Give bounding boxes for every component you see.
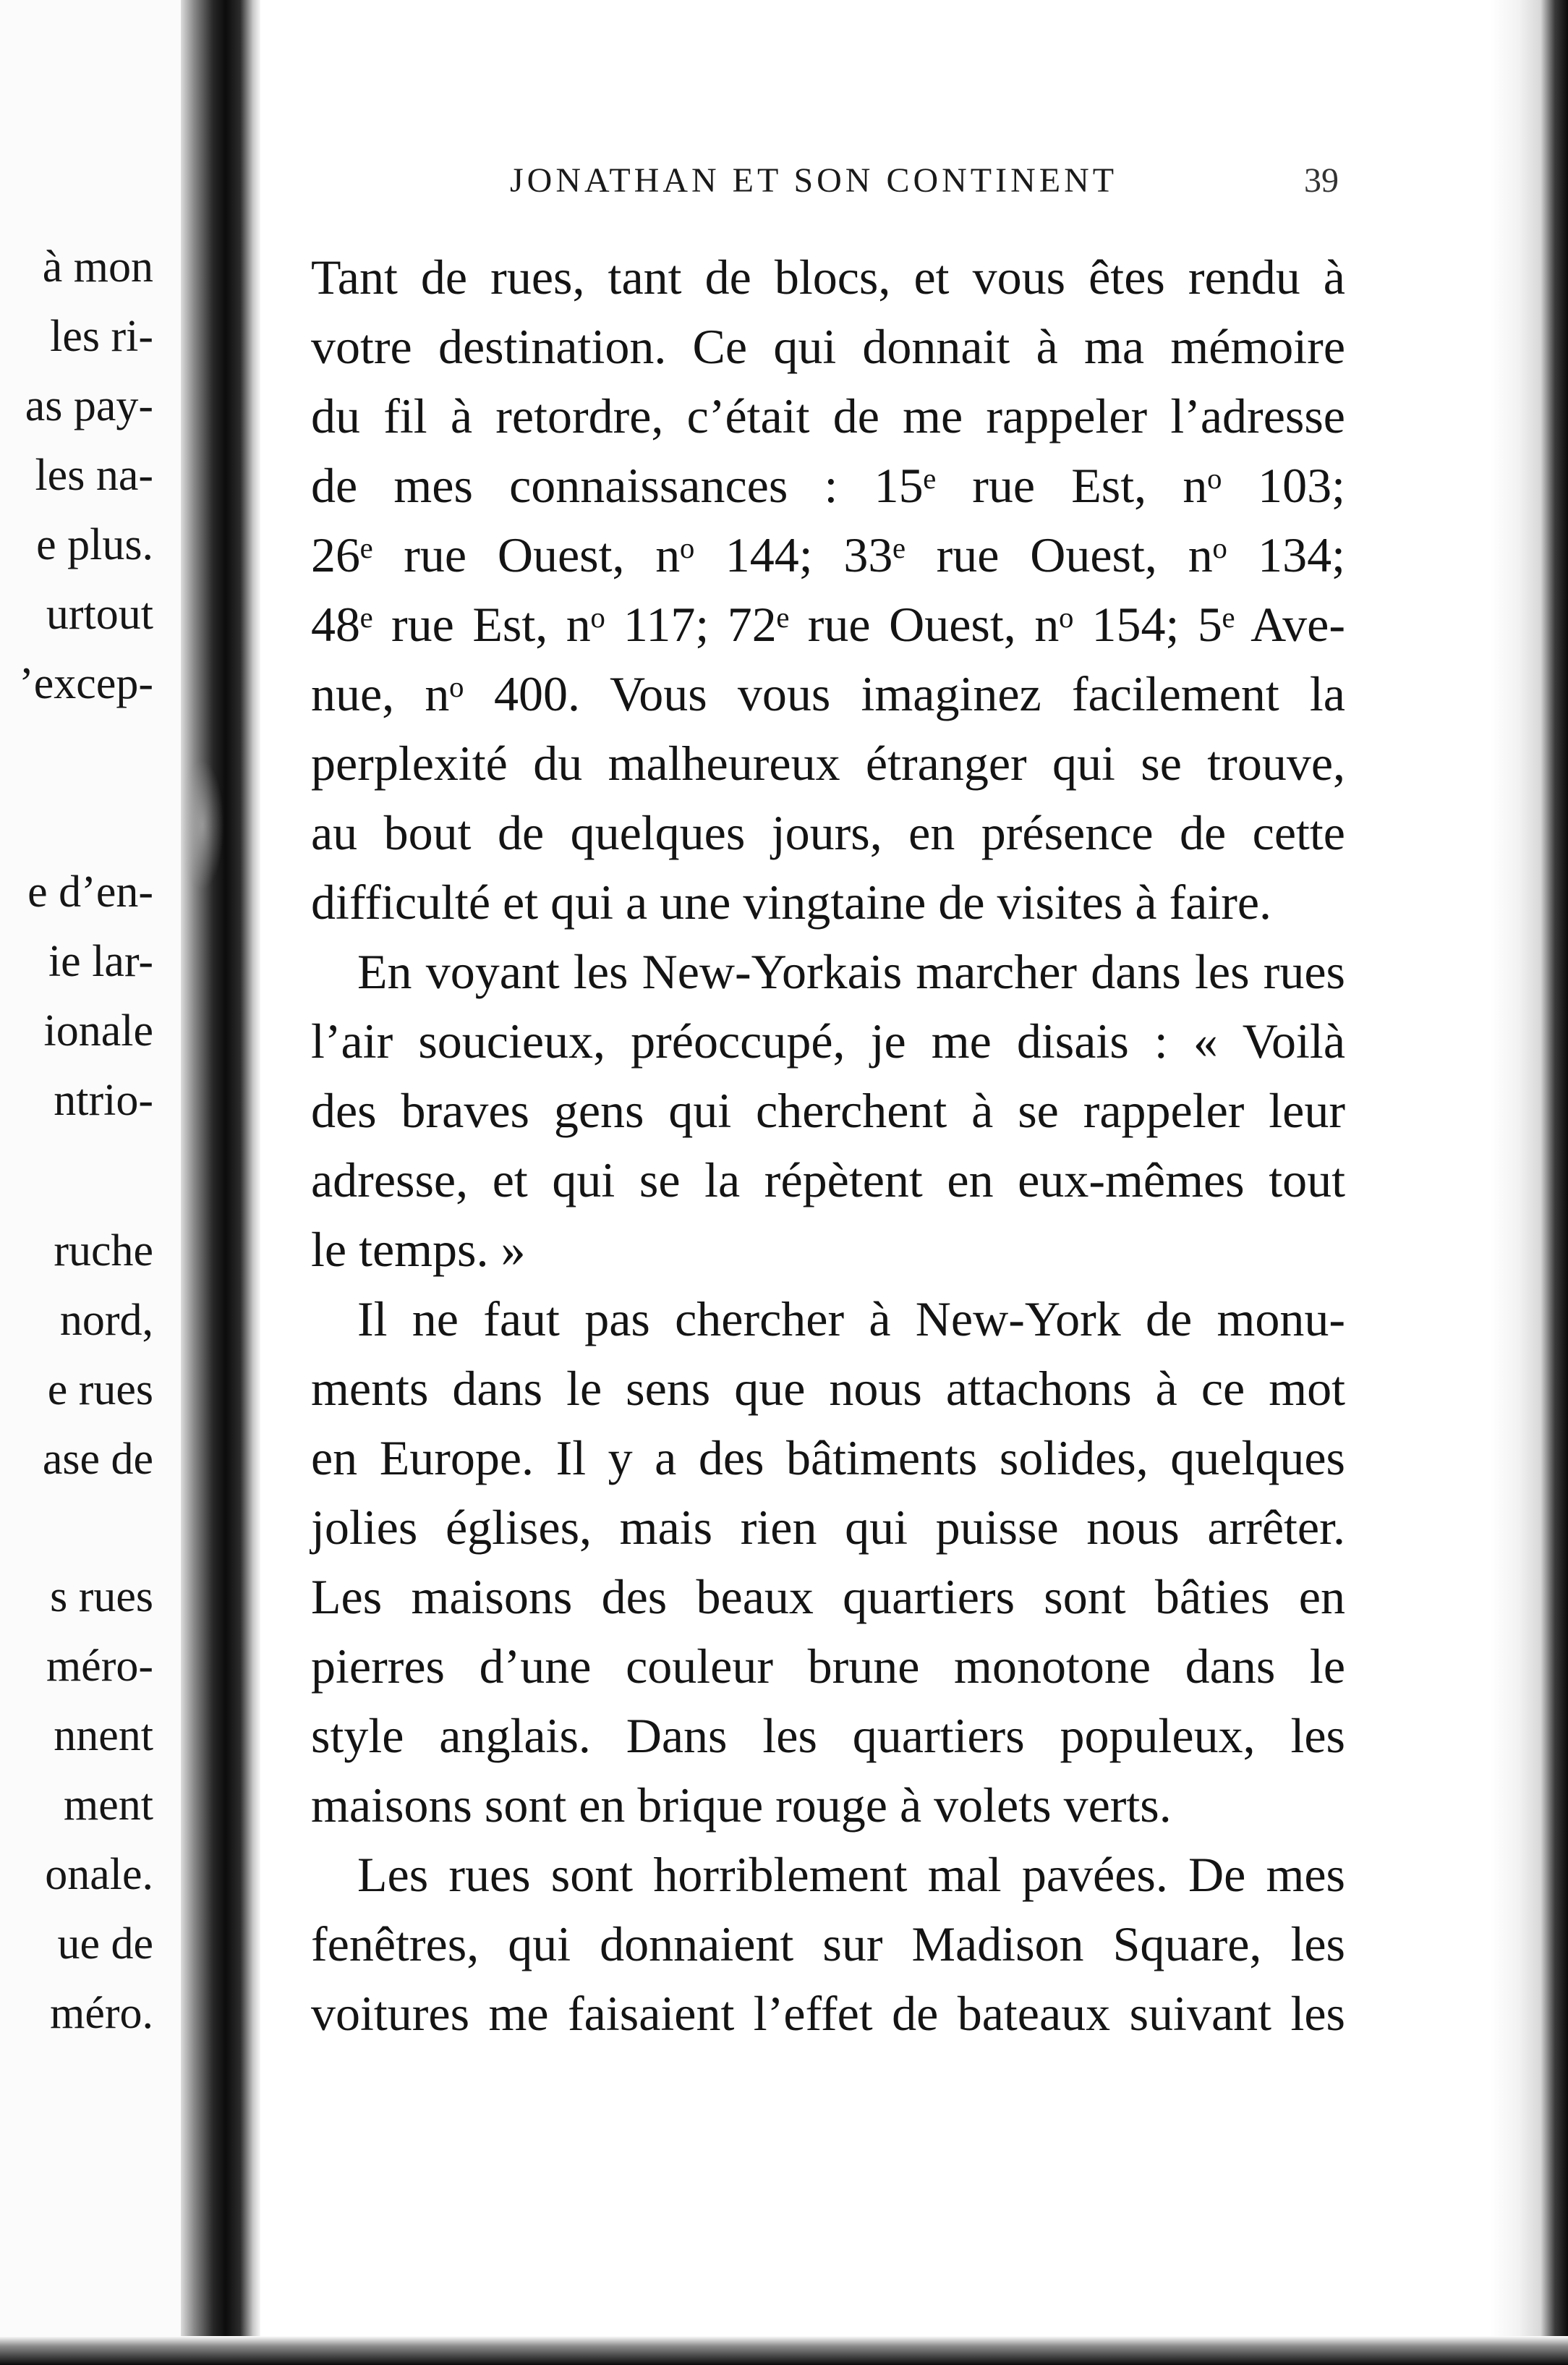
left-page-line: ment [64, 1780, 153, 1830]
left-page-line: ie lar- [48, 937, 153, 986]
left-page-line: à mon [42, 242, 153, 292]
left-page-line: méro- [46, 1642, 153, 1691]
left-page-line: méro. [50, 1989, 153, 2038]
text-line: maisons sont en brique rouge à volets verts. [311, 1778, 1172, 1833]
text-line: style anglais. Dans les quartiers populeux, les [311, 1708, 1345, 1763]
text-line: le temps. » [311, 1222, 526, 1277]
text-line: adresse, et qui se la répètent en eux-mêmes tout [311, 1152, 1345, 1207]
left-page-line: ’excep- [19, 659, 153, 708]
left-page-line: les ri- [50, 312, 153, 361]
text-line: l’air soucieux, préoccupé, je me disais : « Voilà [311, 1014, 1345, 1069]
text-line: pierres d’une couleur brune monotone dans le [311, 1639, 1345, 1694]
text-line: Tant de rues, tant de blocs, et vous êtes rendu à [311, 250, 1345, 305]
text-line: votre destination. Ce qui donnait à ma mémoire [311, 319, 1345, 374]
scan-right-border [1490, 0, 1568, 2365]
text-line: nue, nᵒ 400. Vous vous imaginez facilement la [311, 666, 1345, 721]
running-head-title: JONATHAN ET SON CONTINENT [510, 161, 1118, 200]
text-line: perplexité du malheureux étranger qui se trouve, [311, 736, 1345, 791]
left-page-line: nord, [59, 1296, 153, 1345]
text-line: fenêtres, qui donnaient sur Madison Square, les [311, 1916, 1345, 1971]
left-page-line: ionale [43, 1006, 153, 1056]
text-line: 26ᵉ rue Ouest, nᵒ 144; 33ᵉ rue Ouest, nᵒ 134; [311, 527, 1345, 582]
left-page-line: e d’en- [27, 867, 153, 917]
text-line: du fil à retordre, c’était de me rappeler l’adresse [311, 388, 1345, 443]
text-line: difficulté et qui a une vingtaine de visites à faire. [311, 875, 1272, 930]
page-number: 39 [1304, 161, 1339, 200]
left-page-line: e rues [47, 1365, 153, 1414]
right-page [260, 0, 1490, 2365]
text-line: Les rues sont horriblement mal pavées. De mes [357, 1847, 1345, 1902]
text-line: ments dans le sens que nous attachons à ce mot [311, 1361, 1345, 1416]
text-line: En voyant les New-Yorkais marcher dans les rues [357, 944, 1345, 999]
left-page-line: ase de [42, 1435, 153, 1484]
text-line: en Europe. Il y a des bâtiments solides, quelques [311, 1430, 1345, 1485]
scan-bottom-border [0, 2336, 1568, 2365]
left-page-line: nnent [54, 1711, 153, 1760]
text-line: de mes connaissances : 15ᵉ rue Est, nᵒ 103; [311, 458, 1345, 513]
left-page-fragment [0, 0, 181, 2365]
text-line: Il ne faut pas chercher à New-York de monu- [357, 1291, 1345, 1346]
gutter-stain [181, 760, 224, 890]
left-page-line: as pay- [25, 381, 153, 430]
text-line: 48ᵉ rue Est, nᵒ 117; 72ᵉ rue Ouest, nᵒ 154; 5ᵉ Ave- [311, 597, 1345, 652]
binding-gutter [181, 0, 260, 2365]
left-page-line: ntrio- [54, 1076, 153, 1125]
text-line: jolies églises, mais rien qui puisse nous arrêter. [311, 1500, 1345, 1555]
left-page-line: onale. [45, 1850, 153, 1899]
text-line: Les maisons des beaux quartiers sont bâties en [311, 1569, 1345, 1624]
left-page-line: e plus. [36, 520, 153, 569]
text-line: au bout de quelques jours, en présence de cette [311, 805, 1345, 860]
left-page-line: s rues [50, 1572, 153, 1621]
text-line: des braves gens qui cherchent à se rappeler leur [311, 1083, 1345, 1138]
left-page-line: urtout [46, 590, 153, 639]
left-page-line: ruche [54, 1226, 153, 1275]
left-page-line: les na- [35, 451, 153, 500]
body-text [311, 242, 1345, 2048]
left-page-line: ue de [57, 1919, 153, 1969]
text-line: voitures me faisaient l’effet de bateaux suivant les [311, 1986, 1345, 2041]
